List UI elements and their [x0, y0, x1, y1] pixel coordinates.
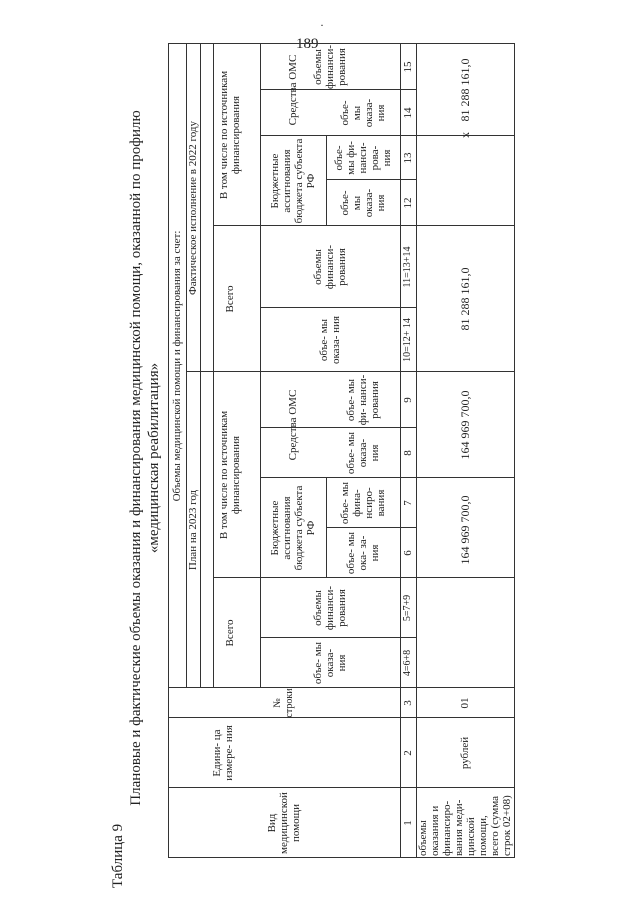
- colnum-13: 13: [402, 152, 414, 164]
- header-fact-total: Всего: [224, 285, 236, 313]
- header-col13: объе- мы фи- нанси- рова- ния: [333, 141, 393, 175]
- header-col11: объемы финанси- рования: [312, 244, 348, 290]
- page-mark: ·: [320, 18, 324, 32]
- table-title-line2: «медицинская реабилитация»: [146, 362, 162, 554]
- colnum-8: 8: [402, 450, 414, 456]
- row-fact-oms-care: х: [458, 132, 472, 138]
- colnum-11: 11=13+14: [402, 246, 413, 288]
- header-fact-sources: В том числе по источникам финансирования: [218, 70, 242, 200]
- colnum-7: 7: [402, 500, 414, 506]
- colnum-2: 2: [402, 750, 414, 756]
- colnum-12: 12: [402, 197, 414, 209]
- colnum-6: 6: [402, 550, 414, 556]
- colnum-14: 14: [402, 107, 414, 119]
- header-col10: объе- мы оказа- ния: [318, 315, 342, 365]
- row-number: 01: [459, 697, 471, 709]
- colnum-15: 15: [402, 61, 414, 73]
- colnum-5: 5=7+9: [402, 594, 413, 622]
- colnum-4: 4=6+8: [402, 649, 413, 677]
- header-volumes: Объемы медицинской помощи и финансирования за счет:: [171, 230, 183, 502]
- row-plan-total-fin: 164 969 700,0: [458, 495, 472, 565]
- table-title-line1: Плановые и фактические объемы оказания и финансирования медицинской помощи, оказанной по профилю: [128, 110, 144, 806]
- colnum-1: 1: [402, 820, 414, 826]
- row-fact-oms-fin: 81 288 161,0: [458, 58, 472, 122]
- header-col12: объе- мы оказа- ния: [339, 188, 387, 218]
- row-fact-total-fin: 81 288 161,0: [458, 267, 472, 331]
- colnum-9: 9: [402, 397, 414, 403]
- table-label: Таблица 9: [110, 823, 126, 888]
- header-col15: объемы финанси- рования: [312, 44, 348, 90]
- colnum-3: 3: [402, 700, 414, 706]
- header-plan: План на 2023 год: [187, 489, 199, 571]
- header-vid: Вид медицинской помощи: [266, 792, 302, 854]
- header-unit: Едини- ца измере- ния: [211, 725, 235, 781]
- header-row-no: № строки: [272, 688, 295, 718]
- page-number: 189: [296, 36, 319, 52]
- header-col9: объе- мы фи- нанси- рования: [345, 374, 381, 426]
- header-col5: объемы финанси- рования: [312, 585, 348, 631]
- header-fact: Фактическое исполнение в 2022 году: [187, 121, 199, 295]
- header-plan-oms: Средства ОМС: [287, 389, 299, 461]
- header-col7: объе- мы фина- нсиро- вания: [339, 481, 387, 525]
- header-fact-budget: Бюджетные ассигнования бюджета субъекта РФ: [269, 138, 317, 224]
- row-plan-oms-fin: 164 969 700,0: [458, 390, 472, 460]
- header-plan-budget: Бюджетные ассигнования бюджета субъекта РФ: [269, 485, 317, 571]
- rotated-page-content: [110, 28, 520, 888]
- row-vid: объемы оказания и финансиро- вания меди- цинской помощи, всего (сумма строк 02+08): [417, 795, 513, 856]
- header-col14: объе- мы оказа- ния: [339, 98, 387, 128]
- header-col8: объе- мы оказа- ния: [345, 431, 381, 475]
- colnum-10: 10=12+ 14: [402, 318, 413, 362]
- header-fact-oms: Средства ОМС: [287, 54, 299, 126]
- row-unit: рублей: [459, 736, 471, 770]
- header-col6: объе- мы ока- за- ния: [345, 531, 381, 575]
- header-col4: объе- мы оказа- ния: [312, 641, 348, 685]
- header-plan-sources: В том числе по источникам финансирования: [218, 410, 242, 540]
- header-plan-total: Всего: [224, 619, 236, 647]
